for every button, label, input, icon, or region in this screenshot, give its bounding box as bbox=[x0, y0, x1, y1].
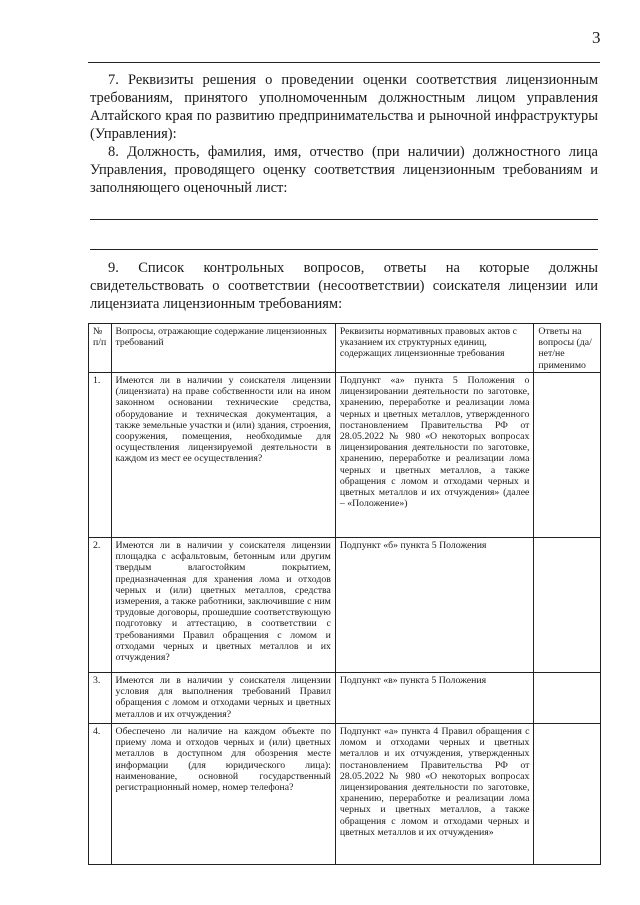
row-answer-cell[interactable] bbox=[534, 538, 601, 673]
table-header-row bbox=[89, 324, 601, 373]
section-7-paragraph: 7. Реквизиты решения о проведении оценки соответствия лицензионным требованиям, принятого уполномоченным должностным лицом управления Алтайского края по развитию предпринимательства и рыночной инфраструктуры (Управления): bbox=[90, 72, 598, 142]
row-question: Имеются ли в наличии у соискателя лицензии условия для выполнения требований Правил обращения с ломом и отходами черных и цветных металлов и их отчуждения? bbox=[111, 673, 335, 724]
row-num: 1. bbox=[89, 373, 112, 538]
row-num: 3. bbox=[89, 673, 112, 724]
row-num: 2. bbox=[89, 538, 112, 673]
row-requisites: Подпункт «а» пункта 4 Правил обращения с ломом и отходами черных и цветных металлов и их отчуждения, утвержденных постановлением Правительства РФ от 28.05.2022 № 980 «О некоторых вопросах лицензирования деятельности по заготовке, хранению, переработке и реализации лома черных и цветных металлов, а также обращения с ломом и отходами черных и цветных металлов и их отчуждения» bbox=[335, 724, 534, 865]
fill-in-line-1 bbox=[90, 219, 598, 220]
row-answer-cell[interactable] bbox=[534, 373, 601, 538]
fill-in-line-2 bbox=[90, 249, 598, 250]
header-question: Вопросы, отражающие содержание лицензионных требований bbox=[111, 324, 335, 373]
top-divider bbox=[88, 62, 600, 63]
row-answer-cell[interactable] bbox=[534, 673, 601, 724]
row-requisites: Подпункт «а» пункта 5 Положения о лицензировании деятельности по заготовке, хранению, переработке и реализации лома черных и цветных металлов, утвержденного постановлением Правительства РФ от 28.05.2022 № 980 «О некоторых вопросах лицензирования деятельности по заготовке, хранению, переработке и реализации лома черных и цветных металлов, а также обращения с ломом и отходами черных и цветных металлов и их отчуждения» (далее – «Положение») bbox=[335, 373, 534, 538]
page-number: 3 bbox=[592, 28, 601, 47]
row-question: Обеспечено ли наличие на каждом объекте по приему лома и отходов черных и (или) цветных металлов в доступном для обозрения месте информации (для юридического лица): наименование, основной государственный регистрационный номер, номер телефона? bbox=[111, 724, 335, 865]
row-question: Имеются ли в наличии у соискателя лицензии (лицензиата) на праве собственности или на ином законном основании технические средства, оборудование и техническая документация, а также земельные участки и (или) здания, строения, сооружения, помещения, необходимые для осуществления лицензируемой деятельности в каждом из мест ее осуществления? bbox=[111, 373, 335, 538]
row-answer-cell[interactable] bbox=[534, 724, 601, 865]
checklist-table bbox=[88, 323, 601, 865]
table-row bbox=[89, 373, 601, 538]
header-answer: Ответы на вопросы (да/нет/не применимо bbox=[534, 324, 601, 373]
row-question: Имеются ли в наличии у соискателя лицензии площадка с асфальтовым, бетонным или другим твердым влагостойким покрытием, предназначенная для хранения лома и отходов черных и (или) цветных металлов, средства измерения, а также работники, заключившие с ним трудовые договоры, прошедшие соответствующую подготовку и аттестацию, в соответствии с требованиями Правил обращения с ломом и отходами черных и цветных металлов и их отчуждения? bbox=[111, 538, 335, 673]
section-8-paragraph: 8. Должность, фамилия, имя, отчество (при наличии) должностного лица Управления, проводящего оценку соответствия лицензионным требованиям и заполняющего оценочный лист: bbox=[90, 144, 598, 196]
row-requisites: Подпункт «в» пункта 5 Положения bbox=[335, 673, 534, 724]
table-row bbox=[89, 673, 601, 724]
row-num: 4. bbox=[89, 724, 112, 865]
header-requisites: Реквизиты нормативных правовых актов с указанием их структурных единиц, содержащих лицензионные требования bbox=[335, 324, 534, 373]
table-row bbox=[89, 538, 601, 673]
table-row bbox=[89, 724, 601, 865]
header-num: № п/п bbox=[89, 324, 112, 373]
row-requisites: Подпункт «б» пункта 5 Положения bbox=[335, 538, 534, 673]
section-9-paragraph: 9. Список контрольных вопросов, ответы на которые должны свидетельствовать о соответствии (несоответствии) соискателя лицензии или лицензиата лицензионным требованиям: bbox=[90, 260, 598, 312]
